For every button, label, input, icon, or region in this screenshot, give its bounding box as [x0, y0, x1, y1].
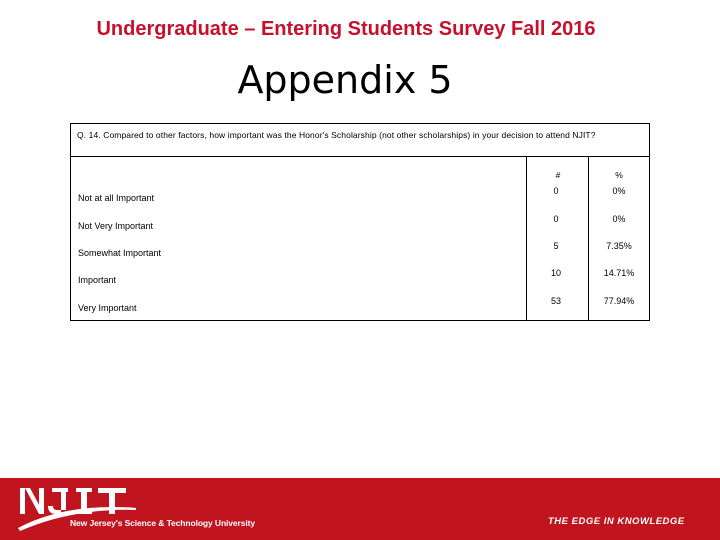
university-name: New Jersey's Science & Technology University [70, 518, 256, 528]
row-label-not-very-important: Not Very Important [78, 221, 154, 231]
percent-cell: 7.35% [606, 241, 632, 251]
row-label-somewhat-important: Somewhat Important [78, 248, 162, 258]
question-text: Q. 14. Compared to other factors, how important was the Honor's Scholarship (not other scholarships) in your decision to attend NJIT? [71, 124, 649, 157]
survey-header-title: Undergraduate – Entering Students Survey Fall 2016 [96, 18, 596, 40]
slide-title: Appendix 5 [237, 58, 453, 102]
row-label-not-at-all-important: Not at all Important [78, 193, 155, 203]
column-divider [588, 157, 589, 320]
tagline: THE EDGE IN KNOWLEDGE [548, 516, 685, 527]
percent-cell: 14.71% [603, 268, 635, 278]
row-label-important: Important [78, 275, 117, 285]
percent-cell: 77.94% [603, 296, 635, 306]
count-cell: 5 [553, 241, 559, 251]
column-divider [526, 157, 527, 320]
survey-results-table [70, 123, 650, 321]
percent-cell: 0% [612, 186, 626, 196]
count-cell: 0 [553, 214, 559, 224]
percent-column-header: % [615, 170, 623, 180]
percent-cell: 0% [612, 214, 626, 224]
count-cell: 0 [553, 186, 559, 196]
count-cell: 10 [550, 268, 561, 278]
row-label-very-important: Very Important [78, 303, 137, 313]
count-column-header: # [555, 170, 561, 180]
count-cell: 53 [550, 296, 561, 306]
